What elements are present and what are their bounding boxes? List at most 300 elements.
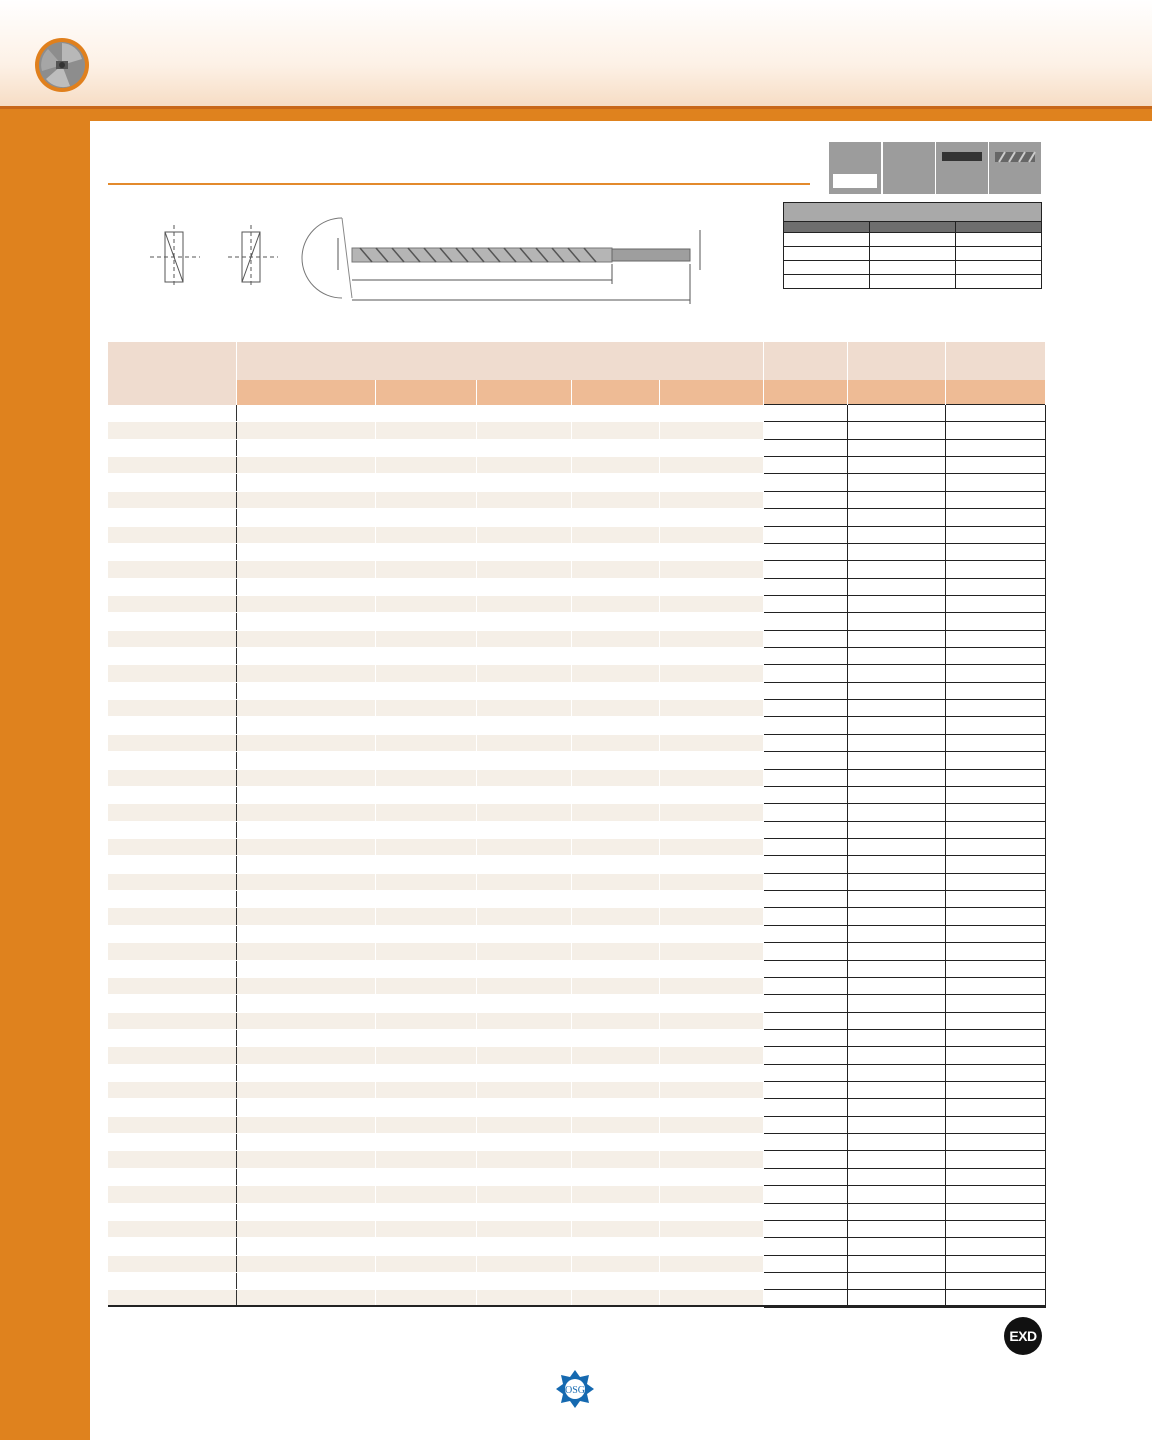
table-row <box>108 995 1045 1012</box>
table-cell <box>763 734 847 751</box>
table-row <box>108 856 1045 873</box>
table-cell <box>476 1047 571 1064</box>
table-cell <box>108 1220 236 1237</box>
table-cell <box>571 509 659 526</box>
table-cell <box>763 1082 847 1099</box>
table-cell <box>375 804 476 821</box>
table-cell <box>571 630 659 647</box>
table-row <box>108 1012 1045 1029</box>
table-cell <box>571 1238 659 1255</box>
table-cell <box>763 578 847 595</box>
table-cell <box>571 838 659 855</box>
table-cell <box>236 752 375 769</box>
subheader-8 <box>945 380 1045 405</box>
table-cell <box>571 1220 659 1237</box>
table-cell <box>476 873 571 890</box>
company-logo-icon <box>34 37 90 93</box>
table-cell <box>375 873 476 890</box>
table-cell <box>571 613 659 630</box>
table-cell <box>108 578 236 595</box>
table-cell <box>571 943 659 960</box>
table-cell <box>236 439 375 456</box>
table-row <box>108 526 1045 543</box>
table-cell <box>375 1099 476 1116</box>
table-cell <box>476 908 571 925</box>
table-cell <box>571 821 659 838</box>
table-cell <box>571 665 659 682</box>
table-cell <box>763 526 847 543</box>
left-sidebar <box>0 109 90 1440</box>
table-cell <box>108 682 236 699</box>
table-cell <box>847 526 945 543</box>
table-cell <box>476 769 571 786</box>
table-cell <box>945 1186 1045 1203</box>
table-cell <box>108 1151 236 1168</box>
header-col-7 <box>763 342 847 380</box>
table-cell <box>763 509 847 526</box>
table-cell <box>571 648 659 665</box>
table-row <box>108 422 1045 439</box>
table-cell <box>945 804 1045 821</box>
table-cell <box>763 1134 847 1151</box>
table-row <box>108 474 1045 491</box>
table-cell <box>108 838 236 855</box>
table-cell <box>945 769 1045 786</box>
table-cell <box>847 734 945 751</box>
table-cell <box>945 752 1045 769</box>
table-cell <box>763 405 847 422</box>
table-cell <box>847 1116 945 1133</box>
table-cell <box>659 648 763 665</box>
table-cell <box>236 769 375 786</box>
table-cell <box>945 491 1045 508</box>
table-cell <box>763 422 847 439</box>
table-cell <box>945 613 1045 630</box>
table-cell <box>375 838 476 855</box>
table-cell <box>659 561 763 578</box>
table-cell <box>571 1151 659 1168</box>
table-row <box>108 561 1045 578</box>
table-cell <box>476 1064 571 1081</box>
table-cell <box>236 734 375 751</box>
table-cell <box>571 422 659 439</box>
table-cell <box>945 1151 1045 1168</box>
table-cell <box>763 873 847 890</box>
table-cell <box>945 561 1045 578</box>
table-cell <box>108 543 236 560</box>
table-row <box>108 1029 1045 1046</box>
table-cell <box>108 648 236 665</box>
table-row <box>108 457 1045 474</box>
table-cell <box>108 491 236 508</box>
table-cell <box>763 1186 847 1203</box>
table-cell <box>659 786 763 803</box>
table-cell <box>375 665 476 682</box>
table-cell <box>571 960 659 977</box>
table-cell <box>659 1186 763 1203</box>
table-cell <box>375 1168 476 1185</box>
table-cell <box>659 1272 763 1289</box>
table-cell <box>476 630 571 647</box>
table-cell <box>476 1203 571 1220</box>
table-cell <box>847 613 945 630</box>
table-cell <box>847 1151 945 1168</box>
table-cell <box>571 561 659 578</box>
material-icon-3 <box>936 142 988 194</box>
table-cell <box>108 439 236 456</box>
table-cell <box>571 908 659 925</box>
table-row <box>108 1134 1045 1151</box>
table-cell <box>847 717 945 734</box>
table-cell <box>659 908 763 925</box>
table-cell <box>659 960 763 977</box>
subheader-4 <box>571 380 659 405</box>
table-cell <box>108 769 236 786</box>
table-cell <box>476 717 571 734</box>
table-cell <box>108 1203 236 1220</box>
table-cell <box>659 734 763 751</box>
table-cell <box>659 925 763 942</box>
table-cell <box>236 474 375 491</box>
table-cell <box>236 1168 375 1185</box>
table-cell <box>847 1047 945 1064</box>
table-cell <box>945 1255 1045 1272</box>
table-cell <box>945 943 1045 960</box>
table-row <box>108 717 1045 734</box>
table-row <box>108 1116 1045 1133</box>
table-cell <box>945 838 1045 855</box>
table-row <box>108 734 1045 751</box>
table-cell <box>763 543 847 560</box>
table-cell <box>236 891 375 908</box>
table-cell <box>847 873 945 890</box>
table-cell <box>945 405 1045 422</box>
table-cell <box>945 786 1045 803</box>
table-cell <box>659 873 763 890</box>
table-cell <box>571 1186 659 1203</box>
table-cell <box>659 804 763 821</box>
table-cell <box>659 1064 763 1081</box>
table-cell <box>375 1203 476 1220</box>
table-cell <box>375 960 476 977</box>
table-cell <box>847 682 945 699</box>
table-cell <box>945 1047 1045 1064</box>
table-cell <box>763 1220 847 1237</box>
subheader-7 <box>847 380 945 405</box>
table-cell <box>763 613 847 630</box>
table-cell <box>763 474 847 491</box>
table-cell <box>375 1151 476 1168</box>
table-cell <box>236 873 375 890</box>
table-cell <box>375 734 476 751</box>
table-row <box>108 1220 1045 1237</box>
table-cell <box>236 630 375 647</box>
table-cell <box>375 700 476 717</box>
table-cell <box>571 925 659 942</box>
table-cell <box>476 786 571 803</box>
table-cell <box>476 509 571 526</box>
table-cell <box>571 804 659 821</box>
table-cell <box>375 1255 476 1272</box>
table-row <box>108 1047 1045 1064</box>
table-cell <box>847 786 945 803</box>
table-cell <box>847 1029 945 1046</box>
table-cell <box>236 578 375 595</box>
table-cell <box>945 717 1045 734</box>
table-cell <box>476 943 571 960</box>
table-cell <box>763 856 847 873</box>
table-cell <box>236 613 375 630</box>
table-cell <box>847 1186 945 1203</box>
table-cell <box>847 1099 945 1116</box>
table-cell <box>236 595 375 612</box>
table-cell <box>375 578 476 595</box>
table-cell <box>236 977 375 994</box>
table-cell <box>375 474 476 491</box>
table-cell <box>847 1272 945 1289</box>
table-cell <box>236 1047 375 1064</box>
table-cell <box>659 717 763 734</box>
table-cell <box>236 1203 375 1220</box>
table-cell <box>945 821 1045 838</box>
table-row <box>108 1203 1045 1220</box>
table-cell <box>108 457 236 474</box>
table-cell <box>375 769 476 786</box>
table-cell <box>659 1012 763 1029</box>
table-cell <box>659 578 763 595</box>
table-cell <box>571 1064 659 1081</box>
table-cell <box>108 1099 236 1116</box>
table-cell <box>108 786 236 803</box>
table-row <box>108 1255 1045 1272</box>
table-cell <box>236 1099 375 1116</box>
table-cell <box>659 1238 763 1255</box>
table-cell <box>945 457 1045 474</box>
table-row <box>108 1168 1045 1185</box>
table-cell <box>375 1238 476 1255</box>
table-cell <box>847 925 945 942</box>
table-cell <box>659 439 763 456</box>
subheader-2 <box>375 380 476 405</box>
table-row <box>108 439 1045 456</box>
table-cell <box>763 908 847 925</box>
table-cell <box>375 439 476 456</box>
table-cell <box>108 700 236 717</box>
table-cell <box>847 752 945 769</box>
table-cell <box>571 717 659 734</box>
table-cell <box>375 1082 476 1099</box>
table-cell <box>476 821 571 838</box>
table-cell <box>236 526 375 543</box>
table-cell <box>476 1186 571 1203</box>
table-cell <box>571 526 659 543</box>
table-cell <box>847 630 945 647</box>
table-cell <box>476 595 571 612</box>
table-cell <box>236 1029 375 1046</box>
table-cell <box>108 526 236 543</box>
table-row <box>108 925 1045 942</box>
table-cell <box>763 1064 847 1081</box>
table-cell <box>571 891 659 908</box>
table-cell <box>375 717 476 734</box>
table-cell <box>108 613 236 630</box>
table-cell <box>236 543 375 560</box>
table-cell <box>847 995 945 1012</box>
table-cell <box>763 995 847 1012</box>
table-cell <box>847 838 945 855</box>
table-cell <box>375 856 476 873</box>
table-cell <box>571 1255 659 1272</box>
table-cell <box>108 509 236 526</box>
table-cell <box>763 491 847 508</box>
table-cell <box>945 908 1045 925</box>
table-cell <box>659 700 763 717</box>
table-cell <box>571 1168 659 1185</box>
table-cell <box>108 1272 236 1289</box>
top-accent-strip <box>90 109 1152 121</box>
table-cell <box>236 856 375 873</box>
table-cell <box>945 474 1045 491</box>
table-cell <box>847 1168 945 1185</box>
table-cell <box>236 838 375 855</box>
table-cell <box>375 491 476 508</box>
table-cell <box>945 543 1045 560</box>
table-cell <box>945 595 1045 612</box>
header-col-8 <box>847 342 945 380</box>
table-cell <box>945 1134 1045 1151</box>
table-cell <box>659 613 763 630</box>
table-cell <box>236 1116 375 1133</box>
table-cell <box>571 1134 659 1151</box>
table-cell <box>945 578 1045 595</box>
table-cell <box>763 1116 847 1133</box>
table-row <box>108 891 1045 908</box>
table-row <box>108 908 1045 925</box>
table-cell <box>236 1064 375 1081</box>
table-cell <box>236 786 375 803</box>
table-cell <box>476 613 571 630</box>
table-cell <box>375 405 476 422</box>
table-cell <box>945 1082 1045 1099</box>
table-cell <box>571 1116 659 1133</box>
table-cell <box>571 491 659 508</box>
table-cell <box>763 943 847 960</box>
table-cell <box>945 1099 1045 1116</box>
table-cell <box>763 752 847 769</box>
table-cell <box>375 630 476 647</box>
table-cell <box>659 1203 763 1220</box>
table-cell <box>476 1029 571 1046</box>
table-cell <box>945 1029 1045 1046</box>
table-cell <box>763 786 847 803</box>
table-cell <box>571 700 659 717</box>
table-cell <box>659 977 763 994</box>
table-cell <box>236 717 375 734</box>
osg-logo-icon <box>555 1369 595 1409</box>
table-cell <box>375 1064 476 1081</box>
table-cell <box>476 1272 571 1289</box>
table-cell <box>108 561 236 578</box>
table-cell <box>108 717 236 734</box>
table-bottom-rule <box>108 1305 1045 1307</box>
table-cell <box>659 1082 763 1099</box>
table-cell <box>659 1151 763 1168</box>
table-cell <box>571 1082 659 1099</box>
table-row <box>108 1099 1045 1116</box>
table-cell <box>108 1134 236 1151</box>
table-cell <box>945 873 1045 890</box>
table-cell <box>659 891 763 908</box>
table-cell <box>945 1238 1045 1255</box>
table-cell <box>236 1238 375 1255</box>
table-cell <box>108 891 236 908</box>
table-cell <box>763 648 847 665</box>
table-cell <box>571 1099 659 1116</box>
table-cell <box>236 682 375 699</box>
table-cell <box>945 509 1045 526</box>
table-cell <box>375 648 476 665</box>
table-cell <box>108 856 236 873</box>
table-cell <box>108 1047 236 1064</box>
table-cell <box>236 1220 375 1237</box>
table-cell <box>375 821 476 838</box>
table-row <box>108 977 1045 994</box>
subheader-6 <box>763 380 847 405</box>
table-cell <box>236 648 375 665</box>
table-row <box>108 682 1045 699</box>
table-cell <box>659 630 763 647</box>
table-cell <box>571 578 659 595</box>
table-cell <box>571 1272 659 1289</box>
table-cell <box>659 995 763 1012</box>
table-cell <box>847 856 945 873</box>
table-cell <box>763 925 847 942</box>
table-cell <box>108 752 236 769</box>
table-cell <box>659 856 763 873</box>
table-cell <box>476 1116 571 1133</box>
page-header <box>0 0 1152 108</box>
table-cell <box>763 1151 847 1168</box>
table-cell <box>375 457 476 474</box>
table-cell <box>763 821 847 838</box>
table-cell <box>847 1220 945 1237</box>
table-cell <box>476 1099 571 1116</box>
table-cell <box>375 943 476 960</box>
table-cell <box>945 700 1045 717</box>
table-cell <box>763 561 847 578</box>
table-cell <box>108 665 236 682</box>
table-cell <box>375 891 476 908</box>
table-cell <box>763 1255 847 1272</box>
table-row <box>108 873 1045 890</box>
table-cell <box>571 474 659 491</box>
table-cell <box>108 405 236 422</box>
table-cell <box>236 665 375 682</box>
table-cell <box>236 1134 375 1151</box>
table-cell <box>571 786 659 803</box>
table-cell <box>763 1238 847 1255</box>
table-cell <box>659 665 763 682</box>
table-row <box>108 1186 1045 1203</box>
table-cell <box>847 943 945 960</box>
table-cell <box>476 1238 571 1255</box>
table-cell <box>476 891 571 908</box>
table-cell <box>375 1220 476 1237</box>
table-cell <box>476 752 571 769</box>
table-cell <box>763 595 847 612</box>
table-cell <box>375 543 476 560</box>
table-cell <box>476 734 571 751</box>
